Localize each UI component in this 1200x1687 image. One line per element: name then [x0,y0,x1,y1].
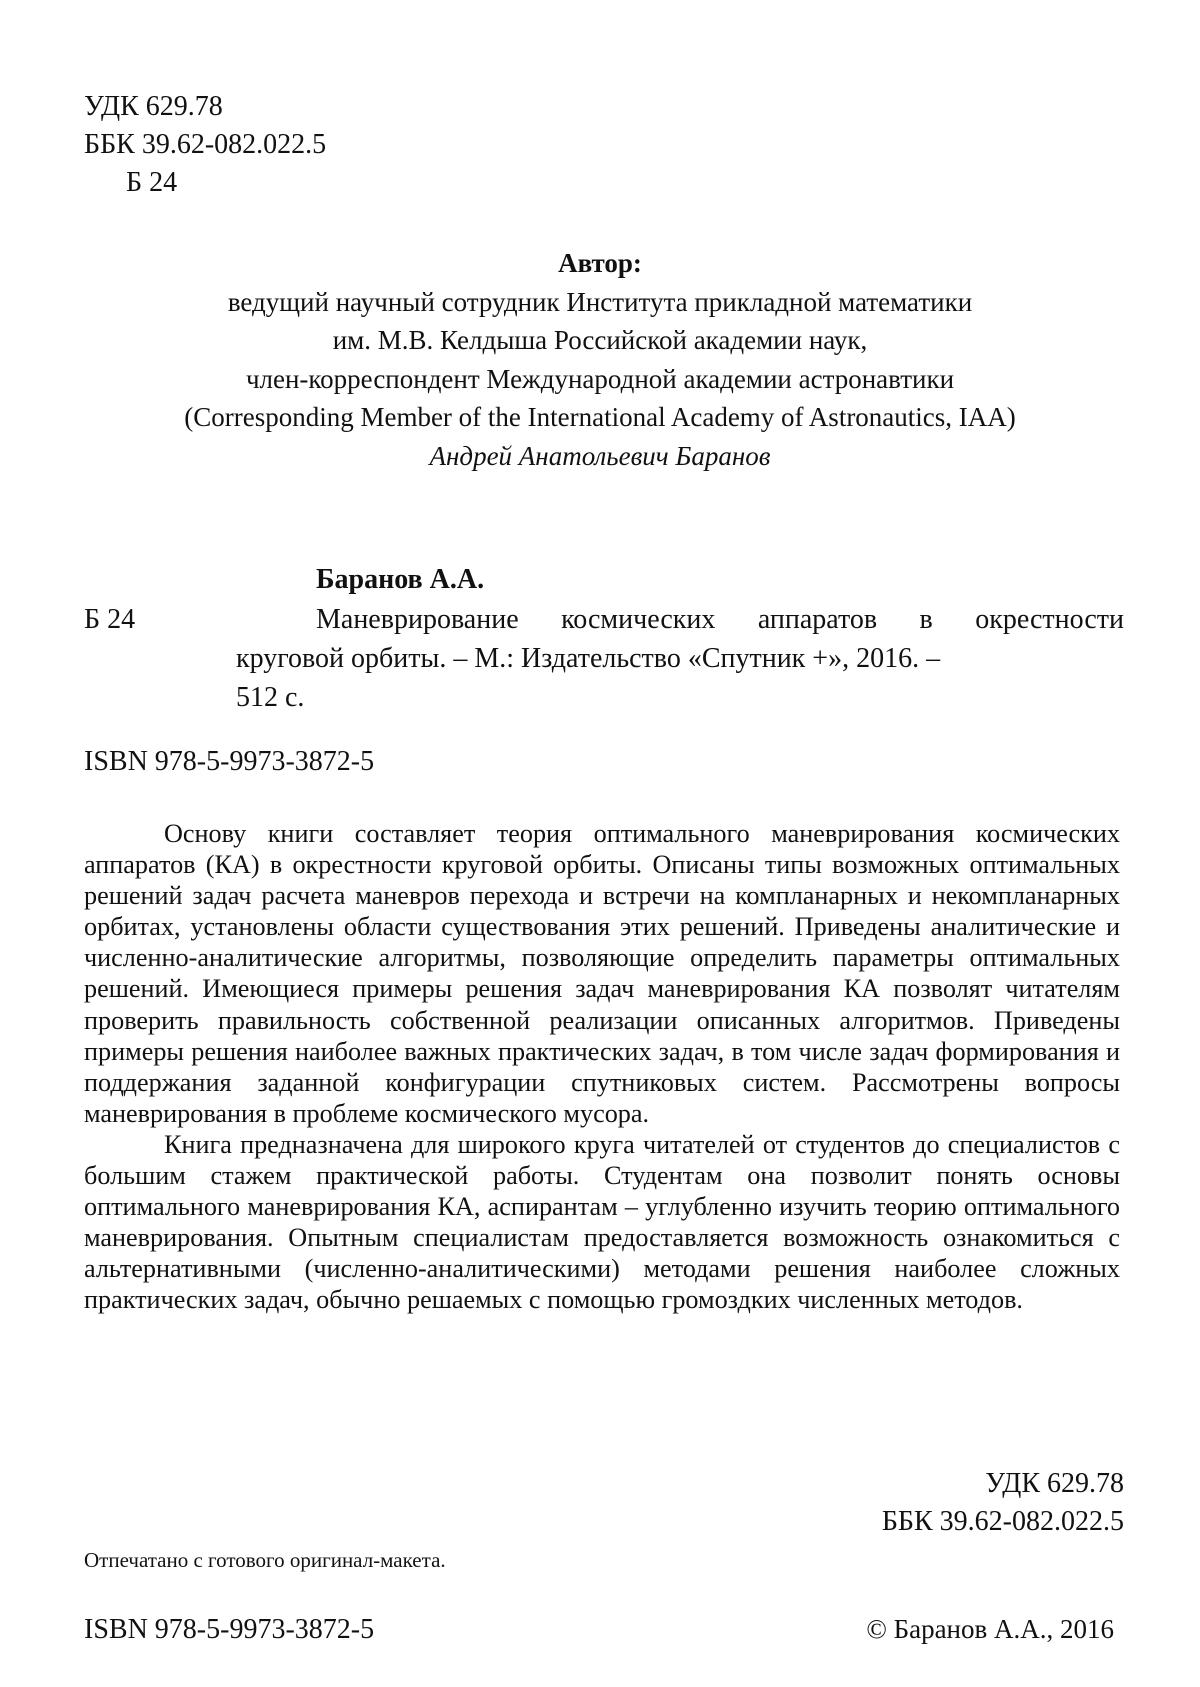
copyright-notice: © Баранов А.А., 2016 [866,1614,1114,1644]
abstract-paragraph: Книга предназначена для широкого круга читателей от студентов до специалистов с большим стажем практической работы. Студентам она позволит понять основы оптимального маневрирования КА, аспирантам – углубленно изучить теорию оптимального маневрирования. Опытным специалистам предоставляется возможность ознакомиться с альтернативными (численно-аналитическими) методами решения наиболее сложных практических задач, обычно решаемых с помощью громоздких численных методов. [84,1129,1120,1315]
author-info [84,244,1116,475]
biblio-title-line: Маневрирование космических аппаратов в окрестности [316,604,1124,635]
author-line: (Corresponding Member of the International Academy of Astronautics, IAA) [184,402,1016,432]
bbk-code: ББК 39.62-082.022.5 [881,1506,1124,1537]
author-line: им. М.В. Келдыша Российской академии наук, [332,325,868,355]
author-line: ведущий научный сотрудник Института прикладной математики [227,286,973,317]
biblio-page-count: 512 с. [236,682,305,713]
abstract [84,818,1120,1316]
isbn-bottom: ISBN 978-5-9973-3872-5 [84,1614,375,1645]
abstract-paragraph: Основу книги составляет теория оптимального маневрирования космических аппаратов (КА) в окрестности круговой орбиты. Описаны типы возможных оптимальных решений задач расчета маневров перехода и встречи на компланарных и некомпланарных орбитах, установлены области существования этих решений. Приведены аналитические и численно-аналитические алгоритмы, позволяющие определить параметры оптимальных решений. Имеющиеся примеры решения задач маневрирования КА позволят читателям проверить правильность собственной реализации описанных алгоритмов. Приведены примеры решения наиболее важных практических задач, в том числе задач формирования и поддержания заданной конфигурации спутниковых систем. Рассмотрены вопросы маневрирования в проблеме космического мусора. [84,819,1120,1128]
biblio-cutter-code: Б 24 [84,604,136,635]
udk-code: УДК 629.78 [84,91,223,122]
isbn-top: ISBN 978-5-9973-3872-5 [84,746,375,777]
classification-codes-bottom [882,1465,1124,1541]
biblio-title-line: круговой орбиты. – М.: Издательство «Спутник +», 2016. – [236,643,941,674]
cutter-code: Б 24 [126,167,178,198]
udk-code: УДК 629.78 [985,1468,1124,1499]
bbk-code: ББК 39.62-082.022.5 [84,129,327,160]
biblio-author: Баранов А.А. [316,564,485,595]
author-line: член-корреспондент Международной академии астронавтики [245,363,955,394]
author-full-name: Андрей Анатольевич Баранов [429,440,771,471]
author-heading: Автор: [558,248,642,278]
classification-codes [84,88,326,202]
printed-note: Отпечатано с готового оригинал-макета. [84,1548,446,1572]
